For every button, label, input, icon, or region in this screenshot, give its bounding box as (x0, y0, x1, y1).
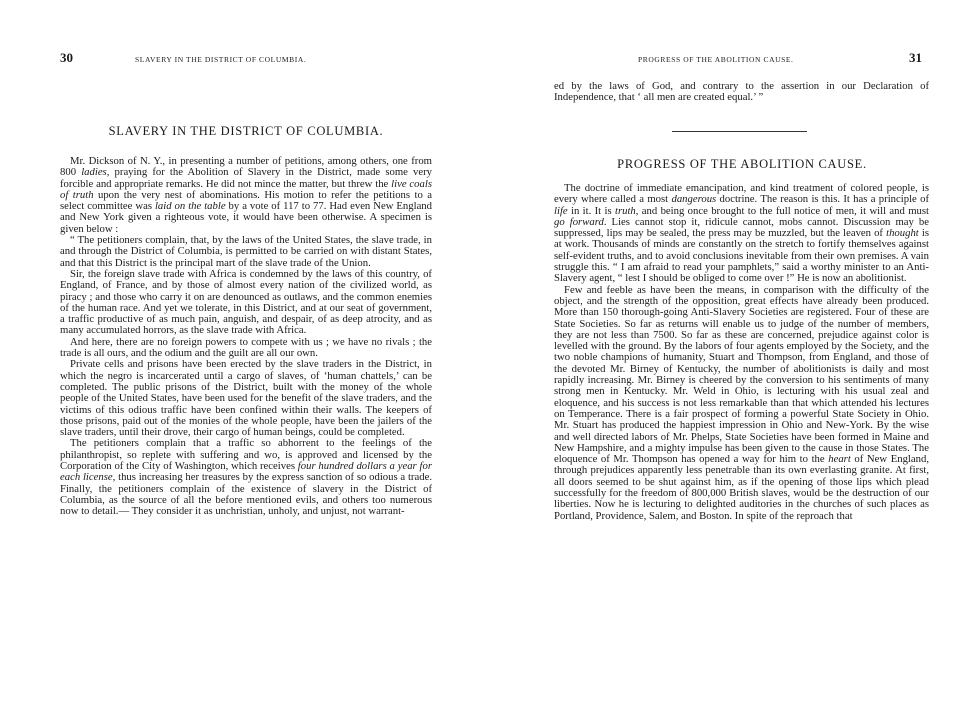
paragraph: Mr. Dickson of N. Y., in presenting a number of petitions, among others, one from 800 ladies, praying for the Abolition of Slavery in the District, made some very forcible and appropriate remarks. He did not mince the matter, but threw the live coals of truth upon the very nest of abominations. His motion to refer the petitions to a select committee was laid on the table by a vote of 117 to 77. Had even New England and New York given a righteous vote, it would have been otherwise. A specimen is given below : (60, 155, 433, 235)
paragraph: Few and feeble as have been the means, in comparison with the difficulty of the object, and the strength of the opposition, great effects have already been produced. More than 150 thorough-going Anti-Slavery Societies are registered. Four of these are State Societies. So far as returns will enable us to judge of the number of members, they are not less than 7500. So far as these are concerned, prejudice against color is levelled with the ground. By the labors of four agents employed by the Society, and the two noble champions of humanity, Stuart and Thompson, from England, and those of the devoted Mr. Birney of Kentucky, the number of abolitionists is daily and most rapidly increasing. Mr. Birney is cheered by the conversion to his sentiments of many strong men in Kentucky. Mr. Weld in Ohio, is lecturing with his usual zeal and eloquence, and his success is not less remarkable than that which attended his lectures on Temperance. There is a fair prospect of forming a powerful State Society in Ohio. Mr. Stuart has produced the happiest impression in Ohio and New-York. By the wise and well directed labors of Mr. Phelps, State Societies have been formed in Maine and New Hampshire, and a mighty impulse has been given to the cause in those States. The eloquence of Mr. Thompson has opened a way for him to the heart of New England, through prejudices apparently less penetrable than its own everlasting granite. At first, all doors seemed to be shut against him, as if the opening of those lips which plead successfully for the freedom of 800,000 British slaves, would be the destruction of our liberties. Now he is lecturing to delighted auditories in the churches of such places as Portland, Providence, Salem, and Boston. In spite of the reproach that (554, 283, 929, 522)
italic-phrase: laid on the table (154, 200, 226, 213)
italic-phrase: truth (614, 204, 636, 217)
italic-phrase: live coals of truth (60, 177, 432, 201)
running-head: PROGRESS OF THE ABOLITION CAUSE. (638, 55, 794, 64)
section-title: SLAVERY IN THE DISTRICT OF COLUMBIA. (108, 124, 384, 138)
page-number: 30 (60, 50, 73, 65)
italic-phrase: ladies (81, 166, 107, 179)
paragraph: The doctrine of immediate emancipation, and kind treatment of colored people, is every where called a most dangerous doctrine. The reason is this. It has a principle of life in it. It is truth, and being once brought to the full notice of men, it will and must go forward. Lies cannot stop it, ridicule cannot, mobs cannot. Discussion may be suppressed, lips may be sealed, the press may be muzzled, but the leaven of thought is at work. Thousands of minds are constantly on the stretch to fortify themselves against self-evident truths, and to avoid conclusions inevitable from their own premises. A vain struggle this. “ I am afraid to read your pamphlets,” said a worthy minister to an Anti-Slavery agent, “ lest I should be obliged to come over !” He is now an abolitionist. (554, 182, 930, 285)
continuation-text (554, 81, 929, 104)
page-number: 31 (909, 50, 922, 65)
section-title: PROGRESS OF THE ABOLITION CAUSE. (617, 157, 867, 171)
italic-phrase: four hundred dollars a year for each license (60, 460, 432, 484)
paragraph: Sir, the foreign slave trade with Africa is condemned by the laws of this country, of England, of France, and by those of almost every nation of the civilized world, as piracy ; and those who carry it on are denounced as outlaws, and the common enemies of the human race. And yet we tolerate, in this District, and at our seat of government, a traffic productive of as much pain, anguish, and despair, of as deep atrocity, and as many accumulated horrors, as the slave trade with Africa. (60, 267, 432, 337)
italic-phrase: go forward (554, 215, 604, 228)
italic-phrase: heart (828, 453, 851, 466)
continuation-paragraph: ed by the laws of God, and contrary to the assertion in our Declaration of Independence, that ‘ all men are created equal.’ ” (554, 80, 929, 104)
body-text (554, 183, 929, 522)
paragraph: Private cells and prisons have been erected by the slave traders in the District, in which the negro is incarcerated until a cargo of slaves, of ‘human chattels,’ can be completed. The public prisons of the District, built with the money of the whole people of the United States, have been used for the benefit of the slave traders, and the victims of this odious traffic have been confined within their walls. The keepers of those prisons, paid out of the monies of the whole people, have been the jailers of the slave traders, until their drove, their cargo of human beings, could be completed. (60, 358, 432, 439)
paragraph: And here, there are no foreign powers to compete with us ; we have no rivals ; the trade is all ours, and the odium and the guilt are all our own. (60, 335, 432, 360)
paragraph: The petitioners complain that a traffic so abhorrent to the feelings of the philanthropist, so replete with suffering and wo, is approved and licensed by the Corporation of the City of Washington, which receives four hundred dollars a year for each license, thus increasing her treasures by the express sanction of so odious a trade. Finally, the petitioners complain of the existence of slavery in the District of Columbia, as the source of all the before mentioned evils, and others too numerous now to detail.— They consider it as unchristian, unholy, and unjust, not warrant- (60, 437, 432, 518)
running-head: SLAVERY IN THE DISTRICT OF COLUMBIA. (135, 55, 307, 64)
italic-phrase: dangerous (671, 193, 717, 206)
body-text (60, 156, 432, 518)
right-page (490, 0, 980, 706)
paragraph: “ The petitioners complain, that, by the laws of the United States, the slave trade, in and through the District of Columbia, is permitted to be carried on with distant States, and that this District is the principal mart of the slave trade of the Union. (60, 234, 432, 269)
italic-phrase: thought (886, 227, 919, 240)
italic-phrase: life (554, 204, 568, 217)
section-divider (672, 131, 807, 132)
